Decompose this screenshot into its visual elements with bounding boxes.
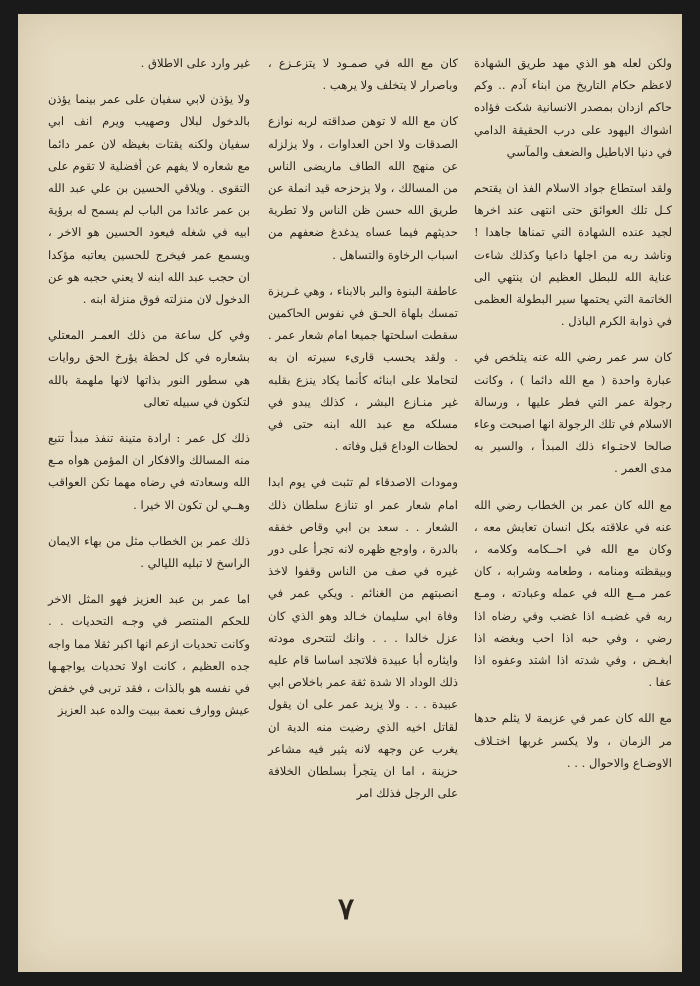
text-column-middle: [268, 52, 458, 819]
paragraph: ذلك كل عمر : ارادة متينة تنفذ مبدأ تتبع منه المسالك والافكار ان المؤمن هواه مـع الله وسعادته في رضاه مهما تكن العواقب وهــي لن تكون الا خيرا .: [48, 431, 250, 512]
paragraph: كان سر عمر رضي الله عنه يتلخص في عبارة واحدة ( مع الله دائما ) ، وكانت رجولة عمر التي فطر عليها ، ورسالة الاسلام في تلك الرجولة انها اصبحت وعاء صالحا لاحتـواء ذلك المبدأ ، والسير به مدى العمر .: [474, 350, 672, 476]
paragraph: ومودات الاصدقاء لم تثبت في يوم ابدا امام شعار عمر او تنازع سلطان ذلك الشعار . . سعد بن ابي وقاص خفقه بالدرة ، واوجع ظهره لانه تجرأ على دور غيره في صف من الناس وقفوا لاخذ انصبتهم من الغنائم . ويكي عمر في وفاة ابي سليمان خـالد وهو الذي كان عزل خالدا . . . وانك لتتحرى مودته وايثاره أبا عبيدة فلاتجد اساسا قام عليه ذلك الوداد الا شدة ثقة عمر باخلاص ابي عبيدة . . . ولا يزيد عمر على ان يقول لقاتل اخيه الذي رضيت منه الدية ان يغرب عن وجهه لانه يثير فيه مشاعر حزينة ، اما ان يتجرأ بسلطان الخلافة على الرجل فذلك امر: [268, 475, 458, 801]
paragraph: وفي كل ساعة من ذلك العمـر المعتلي بشعاره في كل لحظة يؤرخ الحق روايات هي سطور النور بذاتها لانها ملهمة بالله لتكون في سبيله تعالى: [48, 328, 250, 409]
paragraph: كان مع الله لا توهن صداقته لربه نوازع الصدقات ولا احن العداوات ، ولا يزلزله عن منهج الله الطاف ماريضى الناس من المسالك ، ولا يزحزحه قيد انملة عن طريق الله حسن ظن الناس ولا تطرية حديثهم فيما عساه يدغدغ ضعفهم من اسباب الرخاوة والتساهل .: [268, 114, 458, 262]
paragraph: مع الله كان عمر بن الخطاب رضي الله عنه في علاقته بكل انسان تعايش معه ، وكان مع الله في احــكامه وكلامه ، وبيقظته ومنامه ، وطعامه وشرابه ، كان عمر مــع الله في عمله وعبادته ، ومـع ربه في غضبـه اذا غضب وفي رضاه اذا رضي ، وفي حبه اذا احب وبغضه اذا ابغـض ، وفي شدته اذا اشتد وعفوه اذا عفا .: [474, 497, 672, 690]
paragraph: ولكن لعله هو الذي مهد طريق الشهادة لاعظم حكام التاريخ من ابناء آدم .. وكم حاكم ازدان بمصدر الانسانية شكت فؤاده اشواك اليهود على درب الحقيقة الدامي في دنيا الاباطيل والضعف والمآسي: [474, 56, 672, 159]
magazine-page: [18, 14, 682, 972]
text-column-right: [474, 52, 672, 788]
text-column-left: [48, 52, 250, 735]
paragraph: غير وارد على الاطلاق .: [140, 56, 250, 70]
paragraph: عاطفة البنوة والبر بالابناء ، وهي غـريزة تمسك بلهاة الحـق في نفوس الحاكمين سقطت اسلحتها جميعا امام شعار عمر . . ولقد يحسب قارىء سيرته ان به لتحاملا على ابنائه كأنما يكاد ينزع بقلبه غير منـازع البشر ، كذلك يبدو في مسلكه مع عبد الله ابنه حتى في لحظات الوداع قبل وفاته .: [268, 283, 458, 454]
page-number: ٧: [338, 892, 355, 927]
paragraph: ولقد استطاع جواد الاسلام الفذ ان يقتحم كـل تلك العوائق حتى انتهى عند اخرها لجيد عنده الشهادة التي تمناها جاهدا ! وناشد ربه من اجلها داعيا وكذلك شاءت عناية الله للبطل العظيم ان ينتهي الى الخاتمة التي يحتمها سير البطولة العظمى في ذوابة الكرم الباذل .: [474, 181, 672, 329]
paragraph: ولا يؤذن لابي سفيان على عمر بينما يؤذن بالدخول لبلال وصهيب ويرم انف ابي سفيان ولكنه يقتات بغيظه لان عمر دائما مع شعاره لا يفهم عن أفضلية لا تقوم على التقوى . ويلاقي الحسين بن علي عبد الله بن عمر عائدا من الباب لم يسمح له برؤية ابيه في شغله فيعود الحسين هو الاخر ، ويسمع عمر فيخرج للحسين يعاتبه مؤكدا ان حجب عبد الله ابنه لا يعني حجبه هو عن الدخول لان منزلته فوق منزلة ابنه .: [48, 92, 250, 307]
paragraph: مع الله كان عمر في عزيمة لا يثلم حدها مر الزمان ، ولا يكسر غربها اختـلاف الاوضـاع والاحوال . . .: [474, 711, 672, 770]
paragraph: اما عمر بن عبد العزيز فهو المثل الاخر للحكم المنتصر في وجـه التحديات . . وكانت تحديات ازعم انها اكبر ثقلا مما واجه جده العظيم ، كانت اولا تحديات يواجهـها في نفسه هو بالذات ، فقد تربى في خفض عيش ووارف نعمة ببيت والده عبد العزيز: [48, 592, 250, 718]
paragraph: كان مع الله في صمـود لا يتزعـزع ، وباصرار لا يتخلف ولا يرهب .: [268, 56, 458, 93]
paragraph: ذلك عمر بن الخطاب مثل من بهاء الايمان الراسخ لا تبليه الليالي .: [48, 533, 250, 571]
